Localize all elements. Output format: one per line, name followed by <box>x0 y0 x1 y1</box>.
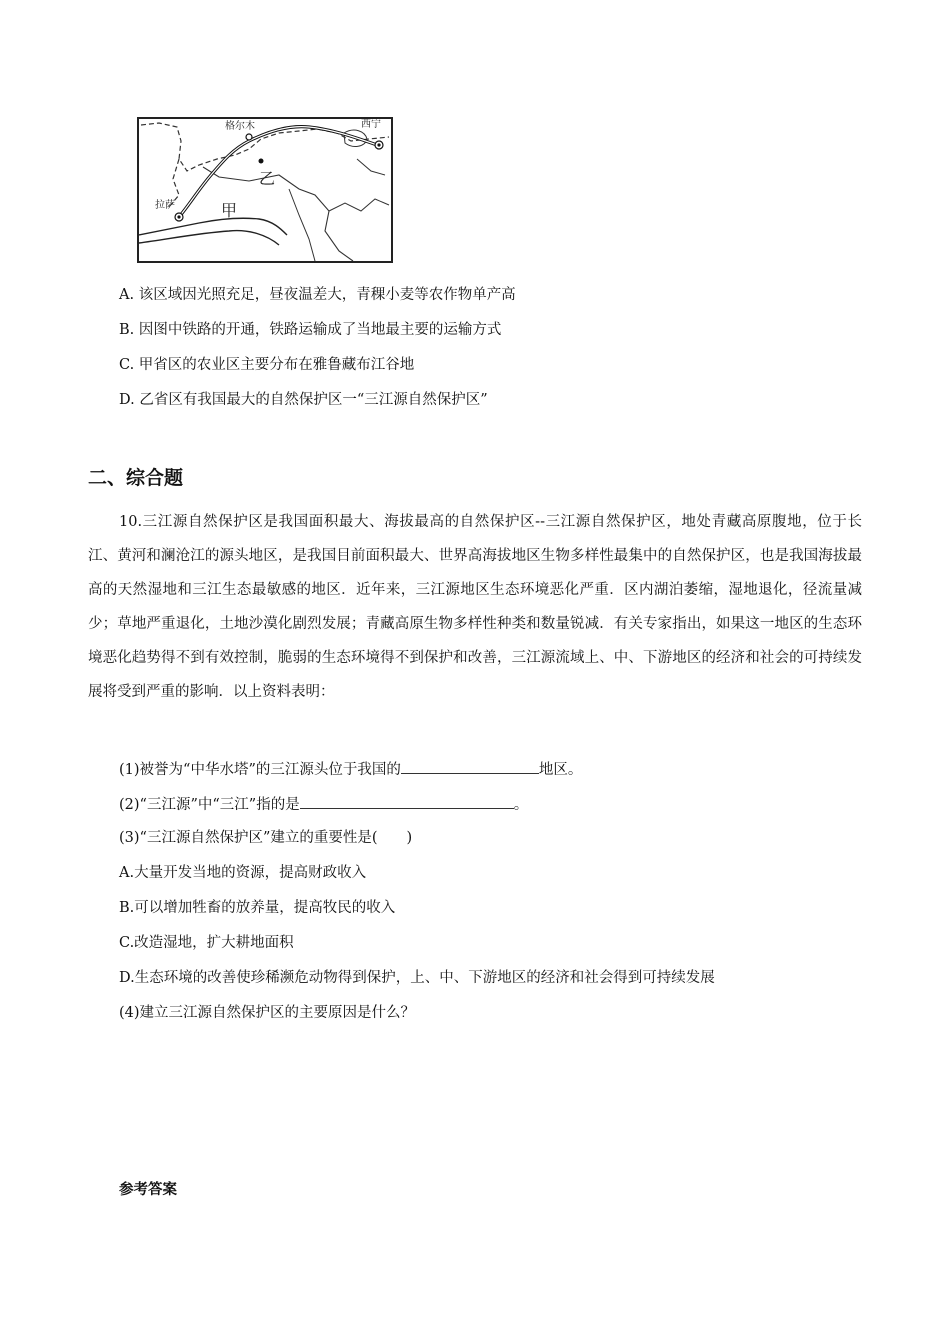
option-c: C. 甲省区的农业区主要分布在雅鲁藏布江谷地 <box>119 357 415 373</box>
q3-option-d: D.生态环境的改善使珍稀濒危动物得到保护，上、中、下游地区的经济和社会得到可持续发展 <box>119 970 715 986</box>
answer-blank-2[interactable] <box>300 793 514 809</box>
sub-question-2-text: (2)“三江源”中“三江”指的是 <box>119 797 300 813</box>
answer-heading: 参考答案 <box>119 1182 177 1198</box>
jia-province-label: 甲 <box>221 201 238 220</box>
option-d: D. 乙省区有我国最大的自然保护区一“三江源自然保护区” <box>119 392 488 408</box>
xining-label: 西宁 <box>361 119 381 130</box>
q3-option-a: A.大量开发当地的资源，提高财政收入 <box>119 865 367 881</box>
sub-question-2 <box>119 793 528 815</box>
qinghai-tibet-map <box>137 117 393 263</box>
answer-blank-1[interactable] <box>401 758 539 774</box>
sub-question-4: (4)建立三江源自然保护区的主要原因是什么？ <box>119 1005 416 1021</box>
option-a: A. 该区域因光照充足，昼夜温差大，青稞小麦等农作物单产高 <box>119 287 516 303</box>
lhasa-label: 拉萨 <box>155 200 175 211</box>
sub-question-1-suffix: 地区。 <box>538 762 583 778</box>
map-drawing <box>139 119 391 261</box>
section-title: 二、综合题 <box>88 467 184 489</box>
sub-question-1-text: (1)被誉为“中华水塔”的三江源头位于我国的 <box>119 762 401 778</box>
q3-option-c: C.改造湿地，扩大耕地面积 <box>119 935 294 951</box>
q3-option-b: B.可以增加牲畜的放养量，提高牧民的收入 <box>119 900 396 916</box>
sub-question-3: (3)“三江源自然保护区”建立的重要性是( ) <box>119 830 413 846</box>
sub-question-1 <box>119 758 582 780</box>
golmud-label: 格尔木 <box>225 121 255 132</box>
yi-province-label: 乙 <box>259 169 276 188</box>
sub-question-2-suffix: 。 <box>513 797 529 813</box>
question-10-paragraph: 10.三江源自然保护区是我国面积最大、海拔最高的自然保护区--三江源自然保护区，地处青藏高原腹地，位于长江、黄河和澜沧江的源头地区，是我国目前面积最大、世界高海拔地区生物多样性最集中的自然保护区，也是我国海拔最高的天然湿地和三江生态最敏感的地区．近年来，三江源地区生态环境恶化严重．区内湖泊萎缩，湿地退化，径流量减少；草地严重退化，土地沙漠化剧烈发展；青藏高原生物多样性种类和数量锐减．有关专家指出，如果这一地区的生态环境恶化趋势得不到有效控制，脆弱的生态环境得不到保护和改善，三江源流域上、中、下游地区的经济和社会的可持续发展将受到严重的影响．以上资料表明： <box>88 514 862 700</box>
option-b: B. 因图中铁路的开通，铁路运输成了当地最主要的运输方式 <box>119 322 502 338</box>
